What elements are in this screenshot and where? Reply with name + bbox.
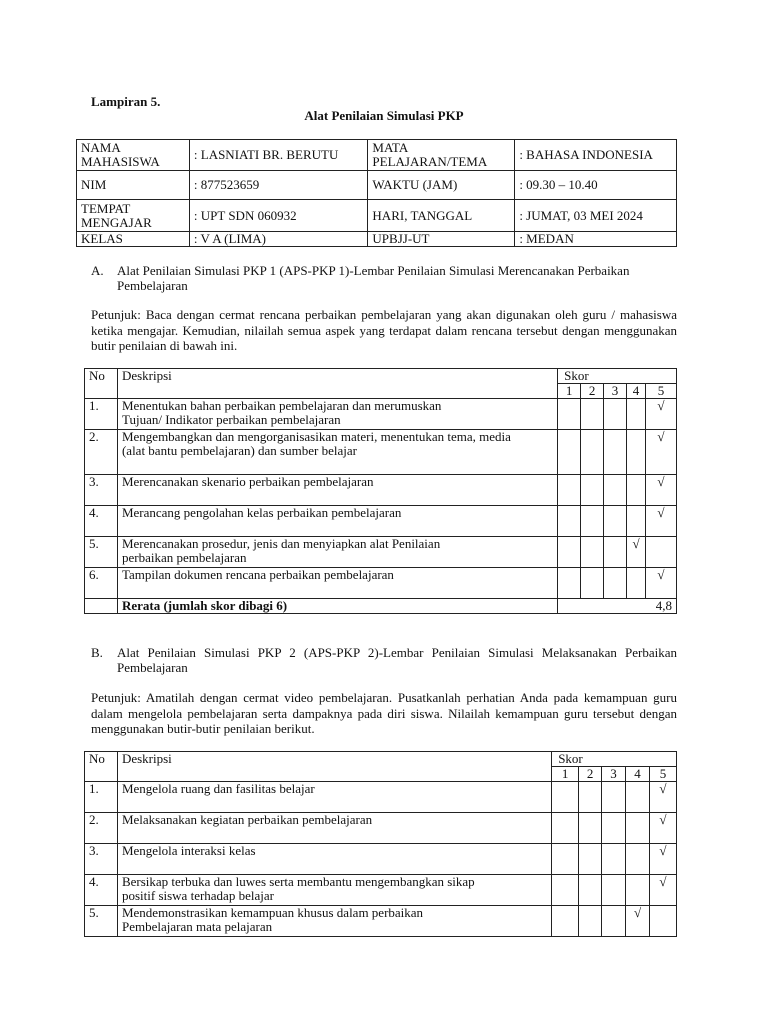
row-description	[117, 875, 551, 906]
rerata-label: Rerata (jumlah skor dibagi 6)	[117, 599, 557, 614]
col-no: No	[85, 752, 118, 782]
hari-value: : JUMAT, 03 MEI 2024	[515, 200, 677, 232]
section-b-letter: B.	[91, 645, 103, 660]
check-mark: √	[657, 567, 665, 582]
description-line: Merencanakan skenario perbaikan pembelajaran	[121, 474, 374, 489]
row-description	[117, 506, 557, 537]
score-cell-1	[552, 875, 579, 906]
description-line: Tampilan dokumen rencana perbaikan pembelajaran	[121, 567, 394, 582]
section-a-heading	[91, 263, 677, 295]
table-row	[85, 906, 677, 937]
score-cell-5	[646, 537, 677, 568]
score-cell-2	[579, 906, 602, 937]
score-cell-1	[552, 782, 579, 813]
row-description	[117, 399, 557, 430]
score-1-header: 1	[552, 767, 579, 782]
score-cell-3	[604, 399, 627, 430]
identity-row	[77, 140, 677, 171]
description-line: Mengelola interaksi kelas	[121, 843, 256, 858]
row-number: 6.	[85, 568, 118, 599]
table-row	[85, 844, 677, 875]
score-cell-1	[558, 475, 581, 506]
score-cell-2	[579, 844, 602, 875]
score-cell-5	[646, 506, 677, 537]
row-number: 5.	[85, 906, 118, 937]
score-cell-1	[558, 537, 581, 568]
table-header-row	[85, 752, 677, 767]
score-cell-4	[627, 399, 646, 430]
section-b-instruction: Petunjuk: Amatilah dengan cermat video pembelajaran. Pusatkanlah perhatian Anda pada kemampuan guru dalam mengelola pembelajaran serta dampaknya pada diri siswa. Nilailah kemampuan guru tersebut dengan menggunakan butir-butir penilaian berikut.	[91, 690, 677, 736]
score-cell-5	[646, 475, 677, 506]
table-row	[85, 568, 677, 599]
section-b-title: Alat Penilaian Simulasi PKP 2 (APS-PKP 2)-Lembar Penilaian Simulasi Melaksanakan Perbaikan Pembelajaran	[117, 645, 677, 675]
col-skor: Skor	[552, 752, 677, 767]
hari-label: HARI, TANGGAL	[368, 200, 515, 232]
section-b-heading	[91, 645, 677, 677]
nama-label: NAMA MAHASISWA	[77, 140, 190, 171]
rerata-row	[85, 599, 677, 614]
description-line: perbaikan pembelajaran	[121, 550, 247, 565]
score-cell-1	[552, 844, 579, 875]
score-cell-2	[581, 475, 604, 506]
upbjj-value: : MEDAN	[515, 232, 677, 247]
col-deskripsi: Deskripsi	[117, 369, 557, 399]
description-line: Merancang pengolahan kelas perbaikan pembelajaran	[121, 505, 402, 520]
section-a-title: Alat Penilaian Simulasi PKP 1 (APS-PKP 1)-Lembar Penilaian Simulasi Merencanakan Perbaikan Pembelajaran	[117, 263, 630, 293]
score-cell-5	[649, 813, 676, 844]
nim-value: : 877523659	[189, 171, 368, 200]
description-line: Mendemonstrasikan kemampuan khusus dalam perbaikan	[121, 905, 424, 920]
check-mark: √	[632, 536, 640, 551]
check-mark: √	[657, 474, 665, 489]
row-number: 5.	[85, 537, 118, 568]
score-4-header: 4	[626, 767, 650, 782]
upbjj-label: UPBJJ-UT	[368, 232, 515, 247]
score-1-header: 1	[558, 384, 581, 399]
table-b-body	[85, 782, 677, 937]
row-number: 2.	[85, 430, 118, 475]
row-number: 3.	[85, 475, 118, 506]
score-cell-4	[626, 782, 650, 813]
score-cell-4	[627, 430, 646, 475]
score-cell-3	[602, 844, 626, 875]
description-line: Menentukan bahan perbaikan pembelajaran dan merumuskan	[121, 398, 442, 413]
score-3-header: 3	[604, 384, 627, 399]
identity-table	[76, 139, 677, 247]
score-cell-5	[649, 875, 676, 906]
score-cell-5	[649, 906, 676, 937]
table-row	[85, 537, 677, 568]
check-mark: √	[657, 398, 665, 413]
identity-row	[77, 232, 677, 247]
row-number: 2.	[85, 813, 118, 844]
score-cell-4	[626, 813, 650, 844]
table-row	[85, 430, 677, 475]
check-mark: √	[657, 429, 665, 444]
row-description	[117, 537, 557, 568]
table-header-row	[85, 369, 677, 384]
score-cell-5	[649, 782, 676, 813]
score-cell-3	[604, 568, 627, 599]
table-a-body	[85, 399, 677, 599]
check-mark: √	[633, 905, 642, 920]
score-cell-1	[558, 506, 581, 537]
rerata-empty-cell	[85, 599, 118, 614]
score-cell-3	[602, 875, 626, 906]
score-2-header: 2	[581, 384, 604, 399]
score-cell-4	[627, 475, 646, 506]
score-4-header: 4	[627, 384, 646, 399]
row-description	[117, 906, 551, 937]
description-line: Pembelajaran mata pelajaran	[121, 919, 273, 934]
score-cell-2	[579, 875, 602, 906]
score-cell-3	[602, 906, 626, 937]
waktu-value: : 09.30 – 10.40	[515, 171, 677, 200]
mapel-label: MATA PELAJARAN/TEMA	[368, 140, 515, 171]
scoring-table-b	[84, 751, 677, 937]
score-3-header: 3	[602, 767, 626, 782]
table-row	[85, 399, 677, 430]
tempat-label: TEMPAT MENGAJAR	[77, 200, 190, 232]
score-cell-2	[579, 813, 602, 844]
description-line: positif siswa terhadap belajar	[121, 888, 274, 903]
mapel-value: : BAHASA INDONESIA	[515, 140, 677, 171]
score-cell-4	[626, 906, 650, 937]
row-number: 4.	[85, 875, 118, 906]
table-row	[85, 475, 677, 506]
row-description	[117, 782, 551, 813]
row-number: 3.	[85, 844, 118, 875]
identity-row	[77, 171, 677, 200]
check-mark: √	[657, 505, 665, 520]
row-number: 4.	[85, 506, 118, 537]
score-cell-3	[604, 506, 627, 537]
score-cell-3	[604, 537, 627, 568]
score-cell-3	[602, 782, 626, 813]
score-cell-2	[579, 782, 602, 813]
row-number: 1.	[85, 782, 118, 813]
identity-row	[77, 200, 677, 232]
score-cell-1	[552, 906, 579, 937]
score-cell-1	[558, 399, 581, 430]
page-title: Alat Penilaian Simulasi PKP	[304, 108, 464, 123]
score-cell-4	[627, 568, 646, 599]
score-cell-5	[646, 430, 677, 475]
col-no: No	[85, 369, 118, 399]
check-mark: √	[659, 812, 667, 827]
check-mark: √	[659, 843, 667, 858]
row-description	[117, 430, 557, 475]
score-cell-2	[581, 537, 604, 568]
scoring-table-a	[84, 368, 677, 614]
waktu-label: WAKTU (JAM)	[368, 171, 515, 200]
score-cell-2	[581, 430, 604, 475]
check-mark: √	[659, 874, 667, 889]
row-description	[117, 475, 557, 506]
description-line: Tujuan/ Indikator perbaikan pembelajaran	[121, 412, 341, 427]
row-description	[117, 813, 551, 844]
kelas-label: KELAS	[77, 232, 190, 247]
score-cell-4	[627, 537, 646, 568]
kelas-value: : V A (LIMA)	[189, 232, 368, 247]
score-cell-3	[604, 475, 627, 506]
score-5-header: 5	[649, 767, 676, 782]
tempat-value: : UPT SDN 060932	[189, 200, 368, 232]
check-mark: √	[659, 781, 667, 796]
score-cell-5	[646, 568, 677, 599]
score-cell-4	[626, 875, 650, 906]
description-line: Melaksanakan kegiatan perbaikan pembelajaran	[121, 812, 373, 827]
table-row	[85, 875, 677, 906]
score-cell-2	[581, 568, 604, 599]
nim-label: NIM	[77, 171, 190, 200]
table-row	[85, 782, 677, 813]
score-cell-1	[558, 430, 581, 475]
table-row	[85, 813, 677, 844]
table-row	[85, 506, 677, 537]
lampiran-label: Lampiran 5.	[91, 94, 161, 109]
row-number: 1.	[85, 399, 118, 430]
score-cell-1	[552, 813, 579, 844]
score-cell-2	[581, 399, 604, 430]
score-2-header: 2	[579, 767, 602, 782]
score-cell-5	[649, 844, 676, 875]
score-cell-5	[646, 399, 677, 430]
description-line: Merencanakan prosedur, jenis dan menyiapkan alat Penilaian	[121, 536, 441, 551]
rerata-value: 4,8	[558, 599, 677, 614]
col-deskripsi: Deskripsi	[117, 752, 551, 782]
score-5-header: 5	[646, 384, 677, 399]
description-line: Bersikap terbuka dan luwes serta membantu mengembangkan sikap	[121, 874, 475, 889]
score-cell-1	[558, 568, 581, 599]
score-cell-4	[627, 506, 646, 537]
score-cell-4	[626, 844, 650, 875]
section-a-instruction: Petunjuk: Baca dengan cermat rencana perbaikan pembelajaran yang akan digunakan oleh guru / mahasiswa ketika mengajar. Kemudian, nilailah semua aspek yang terdapat dalam rencana tersebut dengan menggunakan butir penilaian di bawah ini.	[91, 307, 677, 353]
section-a-letter: A.	[91, 263, 104, 278]
score-cell-2	[581, 506, 604, 537]
row-description	[117, 844, 551, 875]
row-description	[117, 568, 557, 599]
col-skor: Skor	[558, 369, 677, 384]
score-cell-3	[602, 813, 626, 844]
score-cell-3	[604, 430, 627, 475]
description-line: Mengembangkan dan mengorganisasikan materi, menentukan tema, media	[121, 429, 511, 444]
nama-value: : LASNIATI BR. BERUTU	[189, 140, 368, 171]
description-line: (alat bantu pembelajaran) dan sumber belajar	[121, 443, 357, 458]
description-line: Mengelola ruang dan fasilitas belajar	[121, 781, 315, 796]
